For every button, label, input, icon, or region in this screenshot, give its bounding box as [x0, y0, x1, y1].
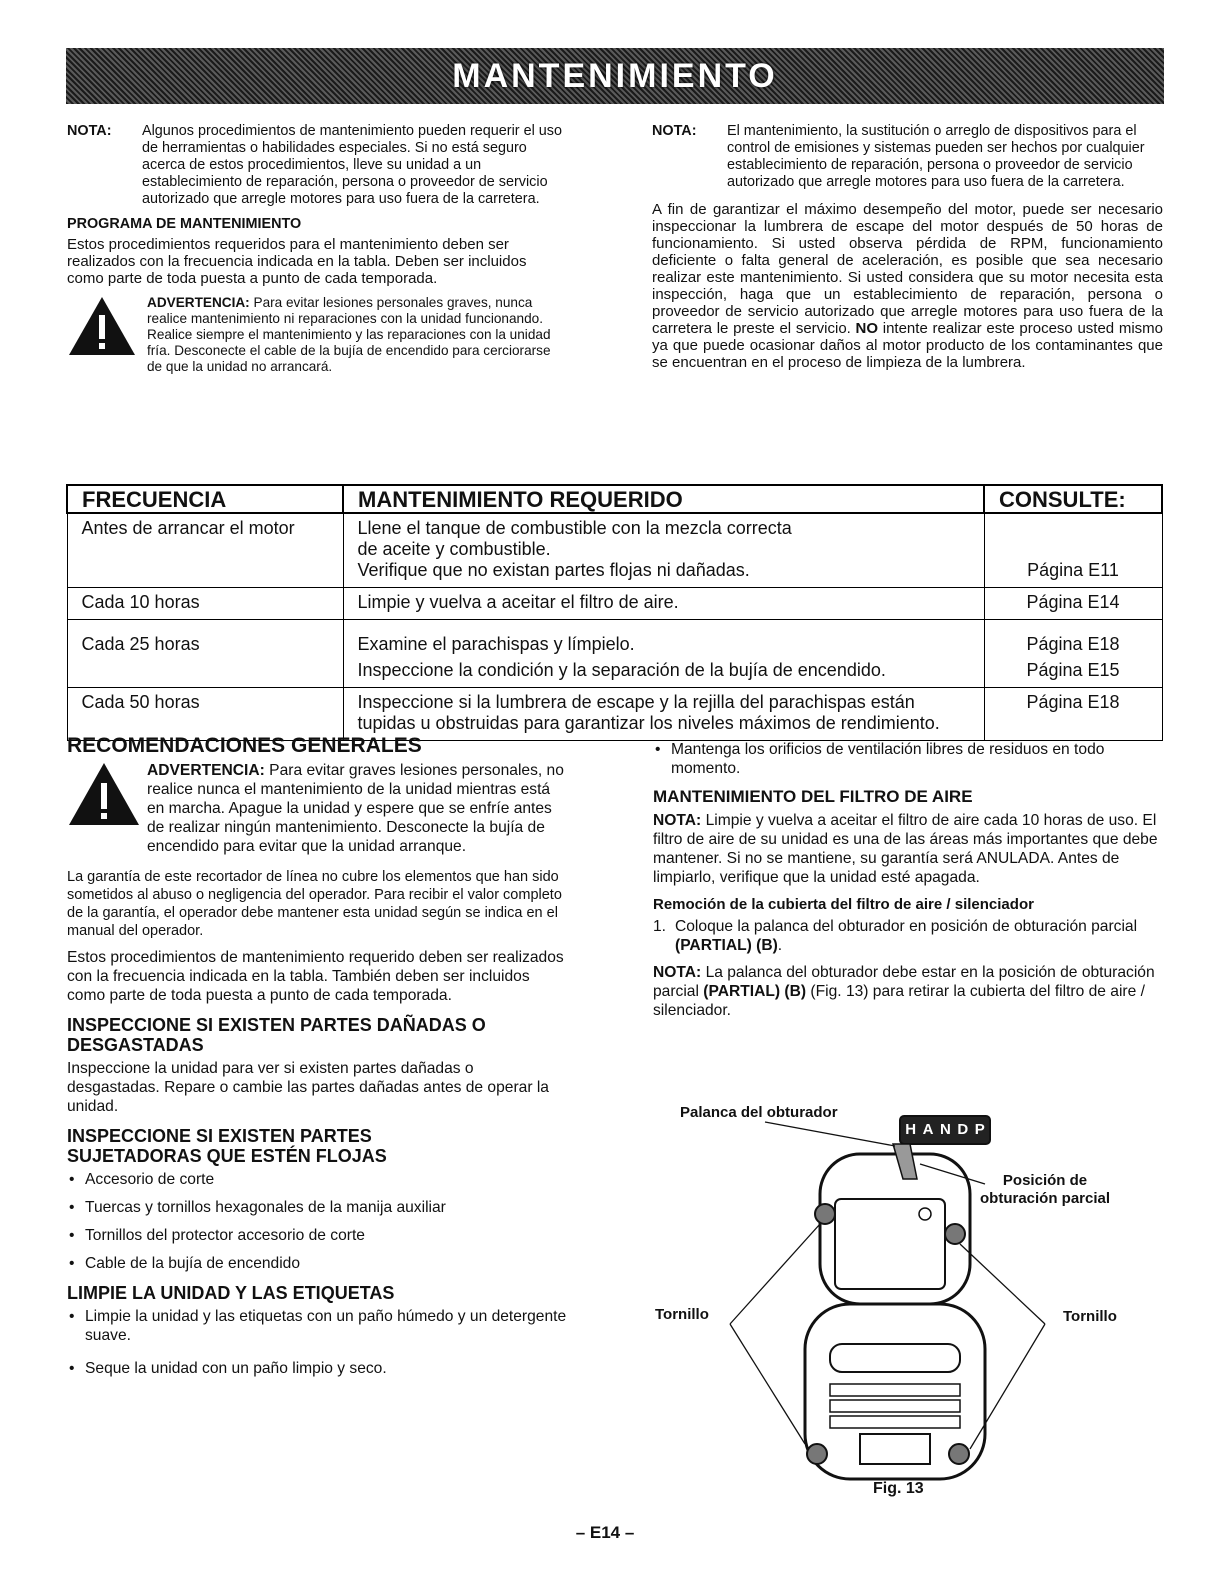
header-mantenimiento: MANTENIMIENTO REQUERIDO — [343, 485, 984, 513]
partial-position-label — [980, 1172, 1110, 1208]
task-cell — [343, 513, 984, 588]
nota-label: NOTA: — [653, 964, 702, 981]
task-line: de aceite y combustible. — [357, 539, 551, 559]
lower-right-column — [653, 740, 1159, 1028]
maintenance-table — [66, 484, 1163, 741]
program-heading: PROGRAMA DE MANTENIMIENTO — [67, 216, 302, 232]
table-row — [67, 688, 1162, 741]
damaged-heading: INSPECCIONE SI EXISTEN PARTES DAÑADAS O DESGASTADAS — [67, 1015, 486, 1055]
ref-cell — [984, 620, 1162, 688]
port-text-no: NO — [855, 320, 879, 337]
title-banner — [66, 48, 1164, 104]
screw-label-right: Tornillo — [1063, 1308, 1117, 1325]
ref-cell: Página E14 — [984, 588, 1162, 620]
program-text: Estos procedimientos requeridos para el mantenimiento deben ser realizados con la frecuencia indicada en la tabla. Deben ser incluidos como parte de toda puesta a punto de cada temporada. — [67, 236, 527, 287]
port-inspection-text — [652, 201, 1163, 371]
choke-lever-label: Palanca del obturador — [680, 1104, 838, 1121]
table-row — [67, 620, 1162, 688]
freq-cell: Cada 50 horas — [67, 688, 343, 741]
warning-label: ADVERTENCIA: — [147, 762, 265, 779]
screw-label-left: Tornillo — [655, 1306, 709, 1323]
header-frecuencia: FRECUENCIA — [67, 485, 343, 513]
nota-label: NOTA: — [67, 123, 112, 139]
task-line: Llene el tanque de combustible con la mezcla correcta — [357, 518, 792, 538]
freq-cell: Cada 10 horas — [67, 588, 343, 620]
list-item: • Mantenga los orificios de ventilación libres de residuos en todo momento. — [653, 740, 1159, 778]
task-line: Verifique que no existan partes flojas ni dañadas. — [357, 560, 750, 580]
lower-left-column — [67, 736, 567, 1387]
table-header-row — [67, 485, 1162, 513]
nota2-text-c: (Fig. 13) para retirar la cubierta del filtro de aire / silenciador. — [653, 983, 1145, 1019]
clean-heading: LIMPIE LA UNIDAD Y LAS ETIQUETAS — [67, 1283, 395, 1303]
partial-label-line: obturación parcial — [980, 1190, 1111, 1207]
warning-text: Para evitar lesiones personales graves, nunca realice mantenimiento ni reparaciones con la unidad funcionando. Realice siempre el mantenimiento y las reparaciones con la unidad fría. Desconecte el cable de la bujía de encendido para cerciorarse de que la unidad no arrancará. — [147, 295, 551, 374]
nota-label-right: NOTA: — [652, 123, 697, 139]
choke-letter: A — [922, 1121, 934, 1138]
removal-heading: Remoción de la cubierta del filtro de aire / silenciador — [653, 896, 1034, 913]
filter-nota — [653, 811, 1159, 887]
step-text-a: Coloque la palanca del obturador en posición de obturación parcial — [675, 918, 1138, 935]
table-row — [67, 513, 1162, 588]
ref-line: Página E18 — [1026, 634, 1120, 654]
page-number: – E14 – — [575, 1523, 635, 1542]
air-filter-illustration — [655, 1094, 1165, 1504]
warning-label: ADVERTENCIA: — [147, 295, 250, 310]
table-row — [67, 588, 1162, 620]
port-text-b: intente realizar este proceso usted mismo ya que puede ocasionar daños al motor producto de los contaminantes que se encuentran en el proceso de limpieza de la lumbrera. — [652, 320, 1164, 371]
ref-cell: Página E18 — [984, 688, 1162, 741]
step-b: (B) — [756, 937, 778, 954]
choke-letter: D — [957, 1121, 969, 1138]
page-title: MANTENIMIENTO — [452, 56, 778, 95]
warning-text: Para evitar graves lesiones personales, no realice nunca el mantenimiento de la unidad mientras está en marcha. Apague la unidad y espere que se enfríe antes de realizar ningún mantenimiento. Desconecte la bujía de encendido para evitar que la unidad arranque. — [147, 762, 564, 855]
task-cell: Limpie y vuelva a aceitar el filtro de aire. — [343, 588, 984, 620]
nota2-partial: (PARTIAL) — [703, 983, 781, 1000]
list-item: • Tuercas y tornillos hexagonales de la manija auxiliar — [67, 1198, 567, 1217]
list-item: • Limpie la unidad y las etiquetas con un paño húmedo y un detergente suave. — [67, 1307, 567, 1345]
loose-heading: INSPECCIONE SI EXISTEN PARTES SUJETADORAS QUE ESTÉN FLOJAS — [67, 1126, 387, 1166]
step-text — [675, 917, 1159, 955]
nota-label: NOTA: — [653, 812, 702, 829]
general-heading: RECOMENDACIONES GENERALES — [67, 734, 422, 757]
nota-block — [67, 123, 562, 208]
choke-letter: H — [905, 1121, 917, 1138]
loose-list — [67, 1170, 567, 1273]
task-cell — [343, 620, 984, 688]
step-end: . — [777, 937, 783, 954]
damaged-text: Inspeccione la unidad para ver si existen partes dañadas o desgastadas. Repare o cambie las partes dañadas antes de operar la unidad. — [67, 1060, 549, 1115]
warning-icon — [67, 761, 147, 856]
task-line: Inspeccione la condición y la separación de la bujía de encendido. — [357, 660, 886, 680]
warning-block — [67, 295, 562, 375]
task-line: tupidas u obstruidas para garantizar los niveles máximos de rendimiento. — [357, 713, 940, 733]
ref-line: Página E15 — [1026, 660, 1120, 680]
header-consulte: CONSULTE: — [984, 485, 1162, 513]
figure-13 — [655, 1094, 1165, 1504]
step-number: 1. — [653, 918, 667, 935]
list-item: • Cable de la bujía de encendido — [67, 1254, 567, 1273]
nota2-text-a: La palanca del obturador debe estar en la posición de obturación parcial — [653, 964, 1155, 1000]
choke-letters — [902, 1121, 988, 1138]
removal-nota — [653, 963, 1159, 1020]
nota-text-right: El mantenimiento, la sustitución o arreglo de dispositivos para el control de emisiones y sistemas pueden ser hechos por cualquier establecimiento de reparación, persona o proveedor de servicio autorizado que arregle motores para uso fuera de la carretera. — [727, 123, 1145, 190]
top-left-column — [67, 123, 562, 375]
procedures-text: Estos procedimientos de mantenimiento requerido deben ser realizados con la frecuencia indicada en la tabla. También deben ser incluidos como parte de toda puesta a punto de cada temporada. — [67, 949, 564, 1004]
task-line: Examine el parachispas y límpielo. — [357, 634, 635, 654]
choke-letter: N — [939, 1121, 951, 1138]
port-text-a: A fin de garantizar el máximo desempeño del motor, puede ser necesario inspeccionar la lumbrera de escape del motor después de 50 horas de funcionamiento. Si usted observa pérdida de RPM, funcionamiento deficiente o falta general de aceleración, es posible que sea necesario realizar este mantenimiento. Si usted considera que su motor necesita esta inspección, haga que un establecimiento de reparación, persona o proveedor de servicio autorizado que arregle motores para uso fuera de la carretera le preste el servicio. — [652, 201, 1163, 337]
task-line: Inspeccione si la lumbrera de escape y la rejilla del parachispas están — [357, 692, 915, 712]
nota-block-right — [652, 123, 1163, 191]
nota-text: Algunos procedimientos de mantenimiento pueden requerir el uso de herramientas o habilidades especiales. Si no está seguro acerca de estos procedimientos, lleve su unidad a un establecimiento de reparación, persona o proveedor de servicio autorizado que arregle motores para uso fuera de la carretera. — [142, 123, 562, 207]
partial-label-line: Posición de — [1002, 1172, 1088, 1189]
filter-heading: MANTENIMIENTO DEL FILTRO DE AIRE — [653, 787, 973, 806]
freq-cell: Antes de arrancar el motor — [67, 513, 343, 588]
clean-list — [67, 1307, 567, 1378]
task-cell — [343, 688, 984, 741]
freq-cell: Cada 25 horas — [67, 620, 343, 688]
vent-list — [653, 740, 1159, 778]
step-1 — [653, 917, 1159, 955]
nota2-b: (B) — [784, 983, 807, 1000]
list-item: • Tornillos del protector accesorio de corte — [67, 1226, 567, 1245]
nota-text: Limpie y vuelva a aceitar el filtro de aire cada 10 horas de uso. El filtro de aire de su unidad es una de las áreas más importantes que debe mantener. Si no se mantiene, su garantía será ANULADA. Antes de limpiarlo, verifique que la unidad esté apagada. — [653, 812, 1158, 886]
choke-letter: P — [974, 1121, 985, 1138]
ref-cell: Página E11 — [984, 513, 1162, 588]
step-partial: (PARTIAL) — [675, 937, 752, 954]
warranty-text: La garantía de este recortador de línea no cubre los elementos que han sido sometidos al abuso o negligencia del operador. Para recibir el valor completo de la garantía, el operador debe mantener esta unidad según se indica en el manual del operador. — [67, 869, 562, 939]
list-item: • Seque la unidad con un paño limpio y seco. — [67, 1359, 567, 1378]
list-item: • Accesorio de corte — [67, 1170, 567, 1189]
top-right-column — [652, 123, 1163, 379]
warning-icon — [67, 295, 147, 375]
general-warning-block — [67, 761, 567, 856]
figure-caption: Fig. 13 — [873, 1480, 924, 1497]
